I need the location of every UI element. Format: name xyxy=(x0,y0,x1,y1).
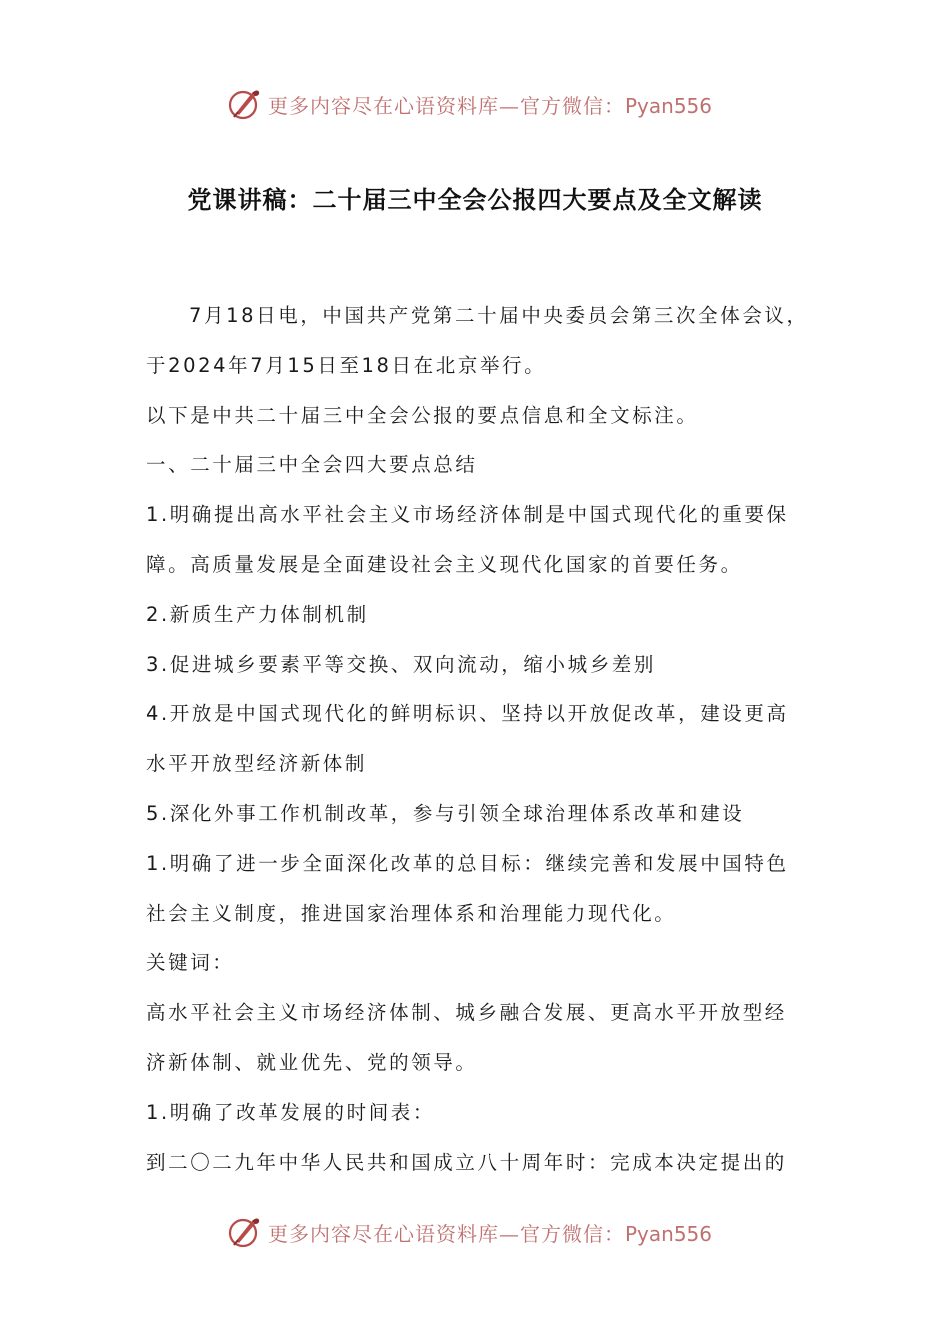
watermark-group xyxy=(228,87,712,121)
list-item-continuation: 障。高质量发展是全面建设社会主义现代化国家的首要任务。 xyxy=(146,552,743,576)
list-item: 2.新质生产力体制机制 xyxy=(146,602,369,626)
paragraph-line: 以下是中共二十届三中全会公报的要点信息和全文标注。 xyxy=(146,403,699,427)
list-item-continuation: 水平开放型经济新体制 xyxy=(146,752,368,776)
list-item: 1.明确提出高水平社会主义市场经济体制是中国式现代化的重要保 xyxy=(146,503,789,527)
paragraph-line: 7月18日电，中国共产党第二十届中央委员会第三次全体会议， xyxy=(189,304,809,327)
section-heading: 一、二十届三中全会四大要点总结 xyxy=(146,453,478,477)
watermark-wechat-id: Pyan556 xyxy=(624,93,712,118)
watermark-text xyxy=(268,90,712,119)
watermark-wechat-id: Pyan556 xyxy=(624,1221,712,1246)
quill-pen-logo-icon xyxy=(228,87,262,121)
keywords-label: 关键词： xyxy=(146,951,235,975)
header-watermark xyxy=(0,84,950,124)
watermark-text-main: 更多内容尽在心语资料库—官方微信： xyxy=(267,93,625,118)
watermark-group xyxy=(228,1215,712,1249)
watermark-text-main: 更多内容尽在心语资料库—官方微信： xyxy=(267,1221,625,1246)
paragraph-line: 到二〇二九年中华人民共和国成立八十周年时：完成本决定提出的 xyxy=(146,1150,787,1174)
footer-watermark xyxy=(0,1212,950,1252)
list-item: 5.深化外事工作机制改革，参与引领全球治理体系改革和建设 xyxy=(146,801,745,825)
quill-pen-logo-icon xyxy=(228,1215,262,1249)
list-item: 1.明确了进一步全面深化改革的总目标：继续完善和发展中国特色 xyxy=(146,851,789,875)
paragraph-line: 于2024年7月15日至18日在北京举行。 xyxy=(146,353,547,377)
list-item-continuation: 社会主义制度，推进国家治理体系和治理能力现代化。 xyxy=(146,901,677,925)
keywords-text-continuation: 济新体制、就业优先、党的领导。 xyxy=(146,1050,478,1074)
keywords-text: 高水平社会主义市场经济体制、城乡融合发展、更高水平开放型经 xyxy=(146,1001,787,1025)
document-title: 党课讲稿：二十届三中全会公报四大要点及全文解读 xyxy=(187,186,763,214)
list-item: 4.开放是中国式现代化的鲜明标识、坚持以开放促改革，建设更高 xyxy=(146,702,789,726)
watermark-text xyxy=(268,1218,712,1247)
list-item: 3.促进城乡要素平等交换、双向流动，缩小城乡差别 xyxy=(146,652,657,676)
document-body xyxy=(146,291,811,1187)
list-item: 1.明确了改革发展的时间表： xyxy=(146,1100,436,1124)
